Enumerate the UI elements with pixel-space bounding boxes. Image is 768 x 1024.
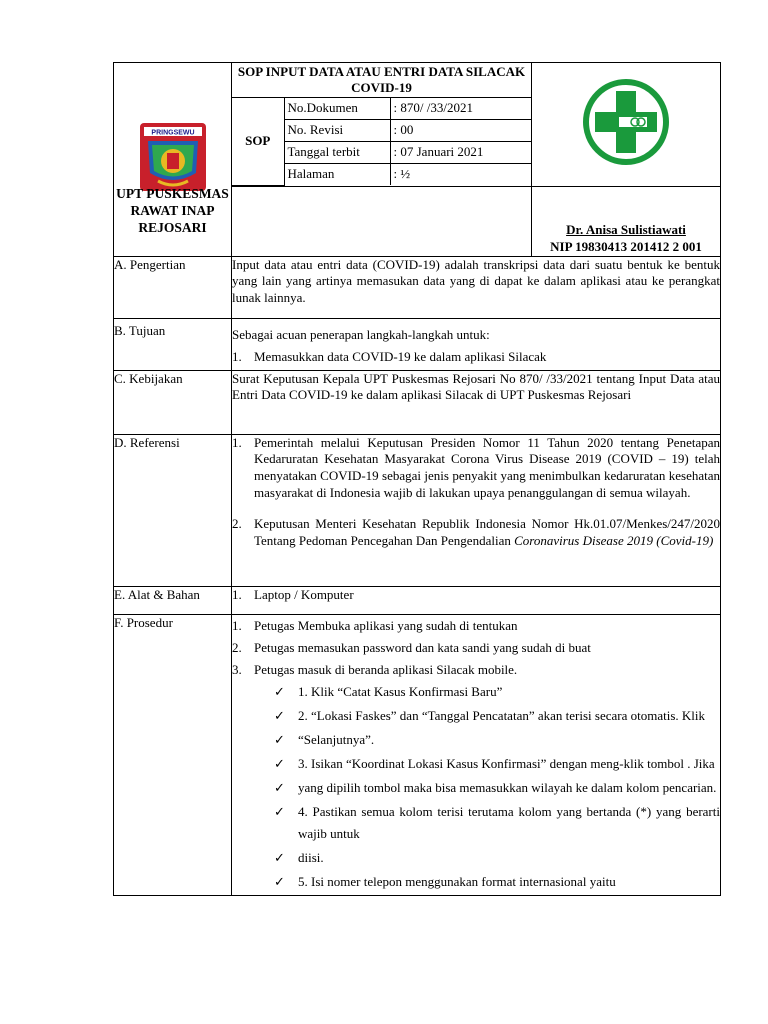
tujuan-content <box>232 318 721 370</box>
meta-value-dokumen: : 870/ /33/2021 <box>390 98 531 120</box>
checkmark-icon: ✓ <box>274 779 285 795</box>
section-pengertian <box>114 256 721 318</box>
signer-block <box>532 186 721 256</box>
sop-title: SOP INPUT DATA ATAU ENTRI DATA SILACAK COVID-19 <box>232 63 531 98</box>
pringsewu-logo-text: PRINGSEWU <box>150 129 195 137</box>
checklist-item: ✓ yang dipilih tombol maka bisa memasukkan wilayah ke dalam kolom pencarian. <box>232 777 720 799</box>
checklist-item: ✓ 3. Isikan “Koordinat Lokasi Kasus Konfirmasi” dengan meng-klik tombol . Jika <box>232 753 720 775</box>
list-item: 1. Pemerintah melalui Keputusan Presiden Nomor 11 Tahun 2020 tentang Penetapan Kedaruratan Kesehatan Masyarakat Corona Virus Disease 2019 (COVID – 19) telah menyatakan COVID-19 sebagai jenis penyakit yang menimbulkan kedaruratan kesehatan masyarakat di Indonesia wajib di lakukan upaya penanggulangan di semua wilayah. <box>232 434 720 501</box>
org-name: UPT PUSKESMAS RAWAT INAP REJOSARI <box>116 186 229 235</box>
section-kebijakan <box>114 370 721 434</box>
section-label-pengertian: A. Pengertian <box>114 256 232 318</box>
list-item: 3. Petugas masuk di beranda aplikasi Silacak mobile. <box>232 661 518 677</box>
prosedur-checklist <box>232 681 720 893</box>
section-label-kebijakan: C. Kebijakan <box>114 370 232 434</box>
section-tujuan <box>114 318 721 370</box>
header-row <box>114 63 721 187</box>
checkmark-icon: ✓ <box>274 849 285 865</box>
checklist-item: ✓ 1. Klik “Catat Kasus Konfirmasi Baru” <box>232 681 720 703</box>
signer-nip: NIP 19830413 201412 2 001 <box>550 238 702 254</box>
sop-label: SOP <box>232 98 284 186</box>
meta-label-revisi: No. Revisi <box>284 120 390 142</box>
list-item: 1. Memasukkan data COVID-19 ke dalam aplikasi Silacak <box>232 349 547 365</box>
health-logo-cell <box>532 63 721 187</box>
checklist-item: ✓ diisi. <box>232 847 720 869</box>
section-label-alat: E. Alat & Bahan <box>114 586 232 614</box>
checklist-item: ✓ 5. Isi nomer telepon menggunakan format internasional yaitu <box>232 871 720 893</box>
kebijakan-text: Surat Keputusan Kepala UPT Puskesmas Rejosari No 870/ /33/2021 tentang Input Data atau Entri Data COVID-19 ke dalam aplikasi Silacak di UPT Puskesmas Rejosari <box>232 370 721 434</box>
section-referensi <box>114 434 721 586</box>
list-item: 2. Keputusan Menteri Kesehatan Republik Indonesia Nomor Hk.01.07/Menkes/247/2020 Tentang Pedoman Pencegahan Dan Pengendalian Coronavirus Disease 2019 (Covid-19) <box>232 516 720 548</box>
prosedur-content <box>232 614 721 895</box>
meta-value-tanggal: : 07 Januari 2021 <box>390 142 531 164</box>
signer-name: Dr. Anisa Sulistiawati <box>566 221 686 237</box>
meta-value-revisi: : 00 <box>390 120 531 142</box>
checkmark-icon: ✓ <box>274 873 285 889</box>
list-item: 1. Laptop / Komputer <box>232 586 354 602</box>
checklist-item: ✓ 2. “Lokasi Faskes” dan “Tanggal Pencatatan” akan terisi secara otomatis. Klik <box>232 705 720 727</box>
pengertian-text: Input data atau entri data (COVID-19) adalah transkripsi data dari suatu bentuk ke bentuk yang lain yang artinya memasukan data yang di dapat ke dalam aplikasi atau ke perangkat lunak lainnya. <box>232 256 721 318</box>
meta-label-tanggal: Tanggal terbit <box>284 142 390 164</box>
meta-label-halaman: Halaman <box>284 164 390 186</box>
list-item: 2. Petugas memasukan password dan kata sandi yang sudah di buat <box>232 639 591 655</box>
checklist-item: ✓ 4. Pastikan semua kolom terisi terutama kolom yang bertanda (*) yang berarti wajib untuk <box>232 801 720 845</box>
list-item: 1. Petugas Membuka aplikasi yang sudah di tentukan <box>232 617 518 633</box>
section-label-referensi: D. Referensi <box>114 434 232 586</box>
section-prosedur <box>114 614 721 895</box>
section-alat <box>114 586 721 614</box>
health-cross-logo <box>581 77 671 167</box>
tujuan-intro: Sebagai acuan penerapan langkah-langkah untuk: <box>232 326 490 342</box>
referensi-italic: Coronavirus Disease 2019 (Covid-19) <box>514 532 714 548</box>
checklist-item: ✓ “Selanjutnya”. <box>232 729 720 751</box>
pringsewu-logo <box>138 121 208 193</box>
checkmark-icon: ✓ <box>274 731 285 747</box>
section-label-tujuan: B. Tujuan <box>114 318 232 370</box>
meta-value-halaman: : ½ <box>390 164 531 186</box>
org-blank <box>232 186 532 256</box>
checkmark-icon: ✓ <box>274 803 285 819</box>
alat-content <box>232 586 721 614</box>
meta-label-dokumen: No.Dokumen <box>284 98 390 120</box>
referensi-content <box>232 434 721 586</box>
section-label-prosedur: F. Prosedur <box>114 614 232 895</box>
checkmark-icon: ✓ <box>274 683 285 699</box>
title-block <box>232 63 532 187</box>
checkmark-icon: ✓ <box>274 755 285 771</box>
checkmark-icon: ✓ <box>274 707 285 723</box>
